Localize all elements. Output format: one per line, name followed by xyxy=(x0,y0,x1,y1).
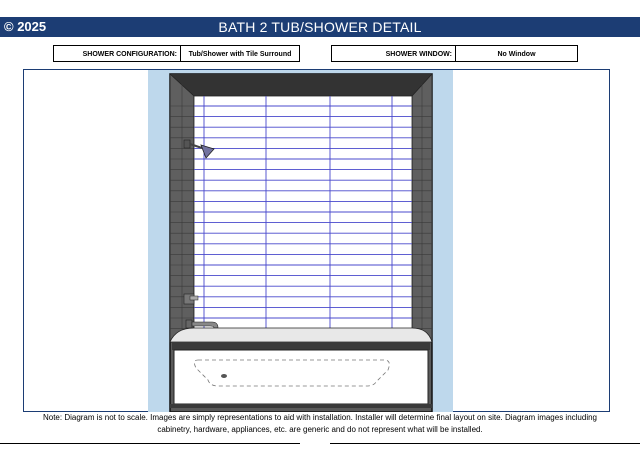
page-title: BATH 2 TUB/SHOWER DETAIL xyxy=(218,19,422,35)
disclaimer-note: Note: Diagram is not to scale. Images are simply representations to aid with installation. Installer will determine final layout on site. Diagram images including cabinetry, hardware, appliances, etc. are generic and do not represent what will be installed. xyxy=(42,413,598,434)
shower-configuration-label: SHOWER CONFIGURATION: xyxy=(54,46,181,61)
shower-window-value: No Window xyxy=(497,51,536,58)
shower-configuration-field xyxy=(53,45,300,62)
shower-window-label: SHOWER WINDOW: xyxy=(332,46,456,61)
bathtub-icon xyxy=(170,328,432,408)
copyright-notice: © 2025 xyxy=(4,19,47,34)
shower-configuration-value: Tub/Shower with Tile Surround xyxy=(188,51,292,58)
bottom-rule-left xyxy=(0,443,300,444)
bottom-rule-right xyxy=(330,443,640,444)
title-bar xyxy=(0,17,640,37)
tub-shower-diagram xyxy=(148,70,453,412)
shower-window-field xyxy=(331,45,578,62)
